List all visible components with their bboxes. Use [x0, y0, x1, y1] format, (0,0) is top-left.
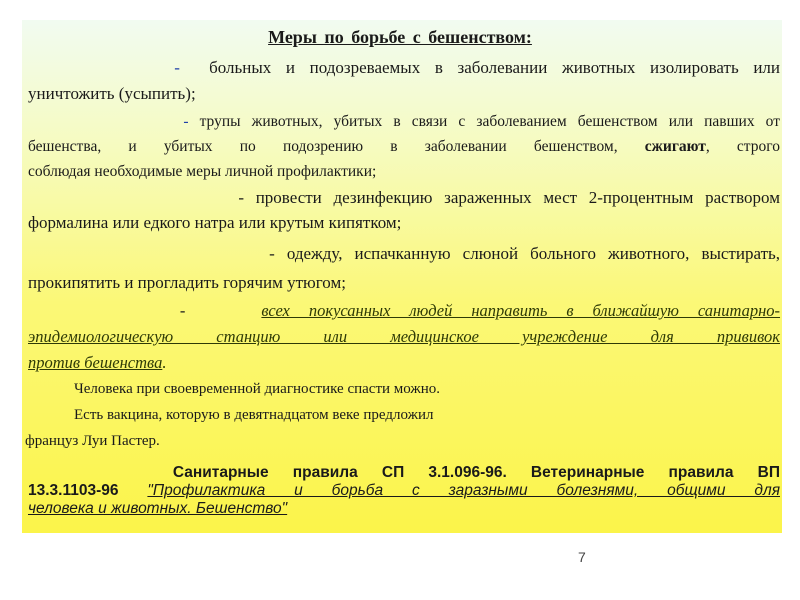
paragraph-text: , строго	[705, 138, 780, 155]
rules-title: человека и животных. Бешенство"	[28, 500, 288, 517]
paragraph-line	[28, 298, 780, 324]
paragraph-line	[28, 134, 780, 159]
paragraph-line	[28, 482, 780, 500]
paragraph-line	[28, 109, 780, 134]
paragraph-isolate	[28, 55, 780, 107]
paragraph-line: Есть вакцина, которую в девятнадцатом веке предложил	[74, 407, 434, 423]
paragraph-line: прокипятить и прогладить горячим утюгом;	[28, 273, 346, 292]
paragraph-text: всех покусанных людей направить в ближайшую санитарно-	[261, 301, 781, 320]
paragraph-text: больных и подозреваемых в заболевании животных изолировать или	[209, 58, 781, 77]
paragraph-line: формалина или едкого натра или крутым кипятком;	[28, 213, 402, 232]
paragraph-line	[28, 239, 780, 268]
paragraph-line	[28, 55, 780, 81]
dash-marker: -	[179, 301, 186, 320]
paragraph-rules	[28, 464, 780, 518]
paragraph-text: - одежду, испачканную слюной больного животного, выстирать,	[269, 244, 780, 263]
page-number: 7	[578, 549, 586, 565]
paragraph-line	[28, 500, 780, 518]
paragraph-text: .	[162, 353, 167, 372]
rules-text: Санитарные правила СП 3.1.096-96. Ветеринарные правила ВП	[172, 464, 780, 481]
paragraph-line: уничтожить (усыпить);	[28, 84, 196, 103]
paragraph-clothing	[28, 239, 780, 297]
paragraph-line	[28, 324, 780, 350]
paragraph-line: Человека при своевременной диагностике спасти можно.	[74, 381, 441, 397]
paragraph-text: бешенства, и убитых по подозрению в заболевании бешенством,	[28, 138, 618, 155]
emphasis-text: сжигают	[644, 138, 706, 155]
paragraph-text: против бешенства	[28, 353, 163, 372]
page-title: Меры по борьбе с бешенством:	[268, 27, 532, 47]
rules-title: "Профилактика и борьба с заразными болезнями, общими для	[147, 482, 780, 499]
paragraph-line	[28, 350, 780, 376]
paragraph-pasteur	[25, 376, 780, 454]
paragraph-line	[28, 185, 780, 210]
paragraph-line: соблюдая необходимые меры личной профилактики;	[28, 163, 377, 180]
paragraph-disinfect	[28, 185, 780, 235]
paragraph-text: трупы животных, убитых в связи с заболеванием бешенством или павших от	[199, 113, 780, 130]
paragraph-carcasses	[28, 109, 780, 184]
paragraph-line	[28, 464, 780, 482]
dash-marker: -	[183, 113, 189, 130]
paragraph-line: француз Луи Пастер.	[25, 433, 160, 449]
paragraph-bitten-people	[28, 298, 780, 376]
dash-marker: -	[174, 58, 180, 77]
paragraph-text: - провести дезинфекцию зараженных мест 2-процентным раствором	[238, 188, 780, 207]
rules-text: 13.3.1103-96	[28, 482, 119, 499]
paragraph-text: эпидемиологическую станцию или медицинское учреждение для прививок	[28, 327, 780, 346]
